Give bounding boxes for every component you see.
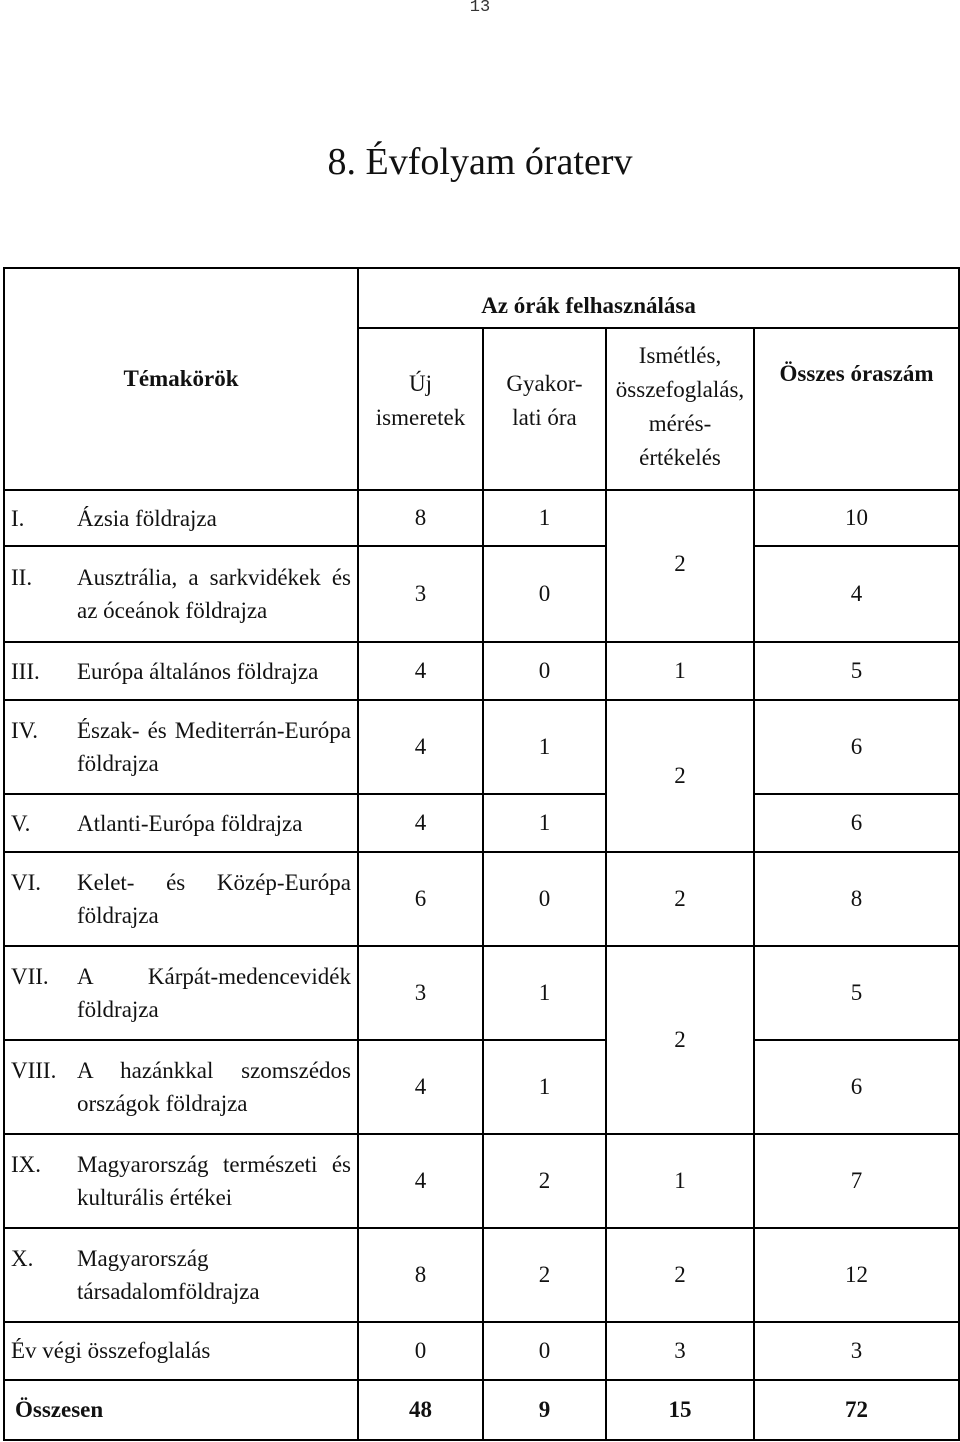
total-cell: 10 <box>754 490 959 546</box>
new-cell: 8 <box>358 490 483 546</box>
review-cell: 2 <box>606 852 754 946</box>
total-cell: 5 <box>754 642 959 700</box>
topic-cell: IX. Magyarország természeti és kulturális értékei <box>4 1134 358 1228</box>
practical-cell: 2 <box>483 1228 606 1322</box>
practical-cell: 0 <box>483 852 606 946</box>
review-cell-merged: 2 <box>606 490 754 642</box>
header-usage: Az órák felhasználása <box>358 268 959 328</box>
new-cell: 8 <box>358 1228 483 1322</box>
new-cell: 4 <box>358 642 483 700</box>
table-row <box>4 1040 959 1134</box>
table-row <box>4 700 959 794</box>
year-end-label: Év végi összefoglalás <box>4 1322 358 1380</box>
review-cell-merged: 2 <box>606 946 754 1134</box>
year-end-row <box>4 1322 959 1380</box>
new-cell: 3 <box>358 946 483 1040</box>
table-row <box>4 946 959 1040</box>
total-cell: 72 <box>754 1380 959 1440</box>
topic-cell: IV. Észak- és Mediterrán-Európa földrajza <box>4 700 358 794</box>
topic-cell: X. Magyarország társadalomföldrajza <box>4 1228 358 1322</box>
review-cell: 1 <box>606 1134 754 1228</box>
practical-cell: 1 <box>483 700 606 794</box>
review-cell: 1 <box>606 642 754 700</box>
total-cell: 5 <box>754 946 959 1040</box>
table-row <box>4 490 959 546</box>
table-row <box>4 852 959 946</box>
practical-cell: 0 <box>483 1322 606 1380</box>
total-cell: 6 <box>754 1040 959 1134</box>
table-row <box>4 642 959 700</box>
total-cell: 4 <box>754 546 959 642</box>
topic-cell: I. Ázsia földrajza <box>4 490 358 546</box>
topic-cell: V. Atlanti-Európa földrajza <box>4 794 358 852</box>
page-number: 13 <box>469 0 491 17</box>
review-cell: 3 <box>606 1322 754 1380</box>
practical-cell: 0 <box>483 546 606 642</box>
table-row <box>4 794 959 852</box>
total-cell: 6 <box>754 794 959 852</box>
sum-label: Összesen <box>4 1380 358 1440</box>
topic-cell: II. Ausztrália, a sarkvidékek és az óceánok földrajza <box>4 546 358 642</box>
practical-cell: 0 <box>483 642 606 700</box>
review-cell: 2 <box>606 1228 754 1322</box>
new-cell: 3 <box>358 546 483 642</box>
topic-cell: VII. A Kárpát-medencevidék földrajza <box>4 946 358 1040</box>
practical-cell: 1 <box>483 946 606 1040</box>
new-cell: 4 <box>358 1134 483 1228</box>
table-row <box>4 1228 959 1322</box>
practical-cell: 1 <box>483 490 606 546</box>
new-cell: 4 <box>358 700 483 794</box>
header-topics: Témakörök <box>4 268 358 490</box>
header-new: Új ismeretek <box>358 328 483 490</box>
new-cell: 6 <box>358 852 483 946</box>
total-cell: 6 <box>754 700 959 794</box>
header-practical: Gyakor- lati óra <box>483 328 606 490</box>
sum-row <box>4 1380 959 1440</box>
header-review: Ismétlés, összefoglalás, mérés- értékelés <box>606 328 754 490</box>
topic-cell: III. Európa általános földrajza <box>4 642 358 700</box>
new-cell: 4 <box>358 794 483 852</box>
new-cell: 48 <box>358 1380 483 1440</box>
topic-cell: VI. Kelet- és Közép-Európa földrajza <box>4 852 358 946</box>
practical-cell: 1 <box>483 1040 606 1134</box>
practical-cell: 9 <box>483 1380 606 1440</box>
curriculum-table <box>3 267 960 1441</box>
total-cell: 3 <box>754 1322 959 1380</box>
page-title: 8. Évfolyam óraterv <box>327 141 633 183</box>
new-cell: 0 <box>358 1322 483 1380</box>
review-cell: 15 <box>606 1380 754 1440</box>
table-row <box>4 546 959 642</box>
practical-cell: 1 <box>483 794 606 852</box>
new-cell: 4 <box>358 1040 483 1134</box>
topic-cell: VIII. A hazánkkal szomszédos országok földrajza <box>4 1040 358 1134</box>
header-row-1 <box>4 268 959 328</box>
table-row <box>4 1134 959 1228</box>
total-cell: 12 <box>754 1228 959 1322</box>
total-cell: 7 <box>754 1134 959 1228</box>
review-cell-merged: 2 <box>606 700 754 852</box>
total-cell: 8 <box>754 852 959 946</box>
header-total: Összes óraszám <box>754 328 959 490</box>
practical-cell: 2 <box>483 1134 606 1228</box>
